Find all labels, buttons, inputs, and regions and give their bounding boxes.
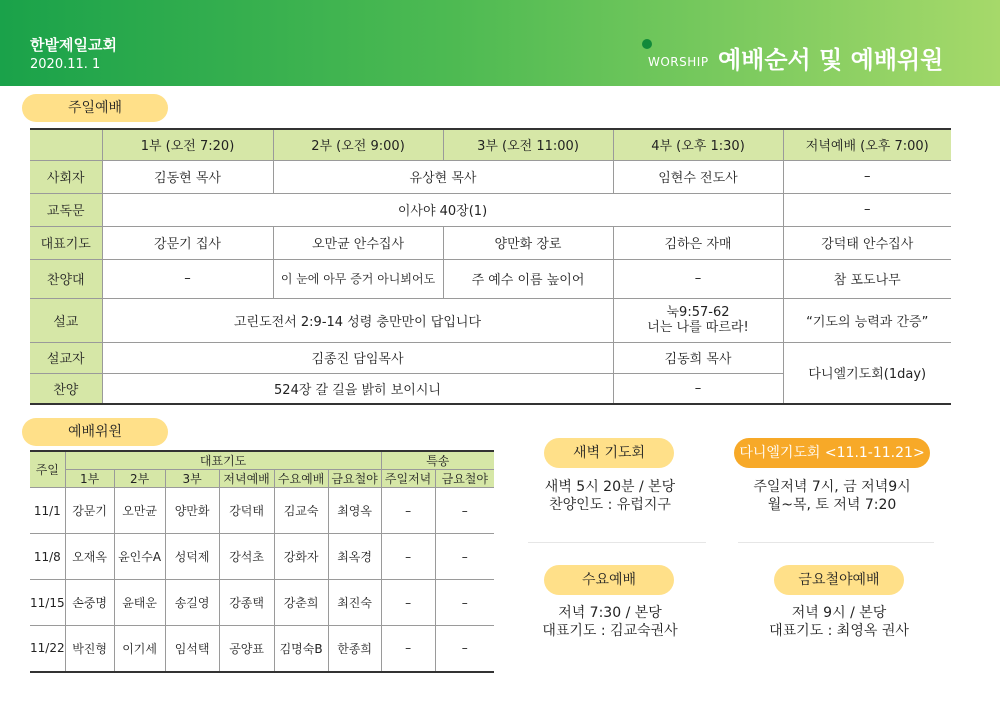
wednesday-worship-line2: 대표기도 : 김교숙권사: [542, 623, 678, 639]
column-header: 금요철야: [328, 470, 381, 488]
column-header: 3부: [165, 470, 219, 488]
table-cell: 강춘희: [274, 580, 328, 626]
table-cell: –: [613, 373, 783, 404]
row-label: 교독문: [30, 193, 102, 226]
column-header: 2부 (오전 9:00): [273, 129, 443, 160]
bulletin-date: 2020.11. 1: [30, 57, 101, 72]
column-header: 저녁예배: [219, 470, 274, 488]
worship-label: WORSHIP: [648, 55, 709, 69]
table-cell: 양만화 장로: [443, 226, 613, 259]
church-name: 한밭제일교회: [30, 36, 117, 54]
table-cell: 주 예수 이름 높이어: [443, 259, 613, 298]
table-cell: 참 포도나무: [783, 259, 951, 298]
dot-icon: [642, 39, 652, 49]
column-header: 4부 (오후 1:30): [613, 129, 783, 160]
table-cell: –: [381, 488, 435, 534]
daniel-prayer-line1: 주일저녁 7시, 금 저녁9시: [753, 479, 911, 495]
page-title: 예배순서 및 예배위원: [718, 46, 944, 74]
friday-worship-line2: 대표기도 : 최영옥 권사: [769, 623, 909, 639]
table-row: [30, 488, 494, 534]
row-label: 찬양대: [30, 259, 102, 298]
table-cell: 강덕태 안수집사: [783, 226, 951, 259]
table-row: [30, 580, 494, 626]
table-cell: 박진형: [65, 626, 114, 672]
week-date: 11/22: [30, 626, 65, 672]
sermon-reference: 눅9:57-62: [666, 305, 730, 320]
table-cell: 김동희 목사: [613, 342, 783, 373]
table-cell: “기도의 능력과 간증”: [783, 298, 951, 342]
table-cell: 윤태운: [114, 580, 165, 626]
table-cell: –: [613, 259, 783, 298]
table-cell: 최옥경: [328, 534, 381, 580]
corner-cell: [30, 129, 102, 160]
table-cell: 오만균: [114, 488, 165, 534]
members-table: [30, 450, 494, 673]
table-row: [30, 534, 494, 580]
wednesday-worship-info: [520, 604, 700, 640]
sermon-title: 너는 나를 따르라!: [647, 320, 749, 335]
week-header: 주일: [30, 451, 65, 488]
table-cell: –: [435, 488, 494, 534]
column-header: 1부: [65, 470, 114, 488]
row-label: 찬양: [30, 373, 102, 404]
friday-worship-info: [744, 604, 934, 640]
sunday-schedule-table: [30, 128, 951, 405]
table-cell: 이 눈에 아무 증거 아니뵈어도: [273, 259, 443, 298]
table-cell: 최진숙: [328, 580, 381, 626]
table-cell: 강화자: [274, 534, 328, 580]
table-cell: 공양표: [219, 626, 274, 672]
row-label: 사회자: [30, 160, 102, 193]
table-cell: –: [381, 626, 435, 672]
column-header: 수요예배: [274, 470, 328, 488]
week-date: 11/8: [30, 534, 65, 580]
table-cell: 양만화: [165, 488, 219, 534]
table-cell: –: [783, 193, 951, 226]
divider: [528, 542, 706, 543]
column-header: 금요철야: [435, 470, 494, 488]
row-label: 설교자: [30, 342, 102, 373]
wednesday-worship-title: 수요예배: [544, 565, 674, 595]
table-cell: 손중명: [65, 580, 114, 626]
table-cell: 강종택: [219, 580, 274, 626]
daniel-prayer-info: [732, 478, 932, 514]
column-header: 3부 (오전 11:00): [443, 129, 613, 160]
sunday-section-label: 주일예배: [22, 94, 168, 122]
table-cell: 송길영: [165, 580, 219, 626]
week-date: 11/1: [30, 488, 65, 534]
table-cell: 임현수 전도사: [613, 160, 783, 193]
dawn-prayer-title: 새벽 기도회: [544, 438, 674, 468]
prayer-group-header: 대표기도: [65, 451, 381, 470]
column-header: 저녁예배 (오후 7:00): [783, 129, 951, 160]
table-cell: 524장 갈 길을 밝히 보이시니: [102, 373, 613, 404]
table-cell: 이사야 40장(1): [102, 193, 783, 226]
week-date: 11/15: [30, 580, 65, 626]
table-row: [30, 626, 494, 672]
dawn-prayer-line1: 새벽 5시 20분 / 본당: [544, 479, 676, 495]
table-cell: –: [102, 259, 273, 298]
dawn-prayer-line2: 찬양인도 : 유럽지구: [549, 497, 671, 513]
table-cell: 다니엘기도회(1day): [783, 342, 951, 404]
table-cell: 강석초: [219, 534, 274, 580]
table-cell: –: [435, 534, 494, 580]
row-label: 대표기도: [30, 226, 102, 259]
table-cell: 윤인수A: [114, 534, 165, 580]
column-header: 1부 (오전 7:20): [102, 129, 273, 160]
friday-worship-line1: 저녁 9시 / 본당: [791, 605, 887, 621]
table-cell: 이기세: [114, 626, 165, 672]
table-cell: –: [435, 626, 494, 672]
table-cell: 오만균 안수집사: [273, 226, 443, 259]
table-cell: –: [381, 580, 435, 626]
header-banner: [0, 0, 1000, 86]
divider: [738, 542, 934, 543]
table-cell: 유상현 목사: [273, 160, 613, 193]
column-header: 주일저녁: [381, 470, 435, 488]
special-group-header: 특송: [381, 451, 494, 470]
daniel-prayer-title: 다니엘기도회 <11.1-11.21>: [734, 438, 930, 468]
table-cell: [613, 298, 783, 342]
table-cell: 고린도전서 2:9-14 성령 충만만이 답입니다: [102, 298, 613, 342]
table-cell: –: [783, 160, 951, 193]
table-cell: 김명숙B: [274, 626, 328, 672]
table-cell: 김교숙: [274, 488, 328, 534]
table-cell: 강문기 집사: [102, 226, 273, 259]
row-label: 설교: [30, 298, 102, 342]
daniel-prayer-line2: 월~목, 토 저녁 7:20: [767, 497, 897, 513]
table-cell: 임석택: [165, 626, 219, 672]
table-cell: –: [435, 580, 494, 626]
table-cell: 한종희: [328, 626, 381, 672]
dawn-prayer-info: [520, 478, 700, 514]
table-cell: 최영옥: [328, 488, 381, 534]
members-section-label: 예배위원: [22, 418, 168, 446]
table-cell: 강문기: [65, 488, 114, 534]
table-cell: 김종진 담임목사: [102, 342, 613, 373]
table-cell: 오재옥: [65, 534, 114, 580]
table-cell: 김하은 자매: [613, 226, 783, 259]
table-cell: –: [381, 534, 435, 580]
table-cell: 성덕제: [165, 534, 219, 580]
column-header: 2부: [114, 470, 165, 488]
table-cell: 강덕태: [219, 488, 274, 534]
wednesday-worship-line1: 저녁 7:30 / 본당: [558, 605, 662, 621]
table-cell: 김동현 목사: [102, 160, 273, 193]
friday-worship-title: 금요철야예배: [774, 565, 904, 595]
